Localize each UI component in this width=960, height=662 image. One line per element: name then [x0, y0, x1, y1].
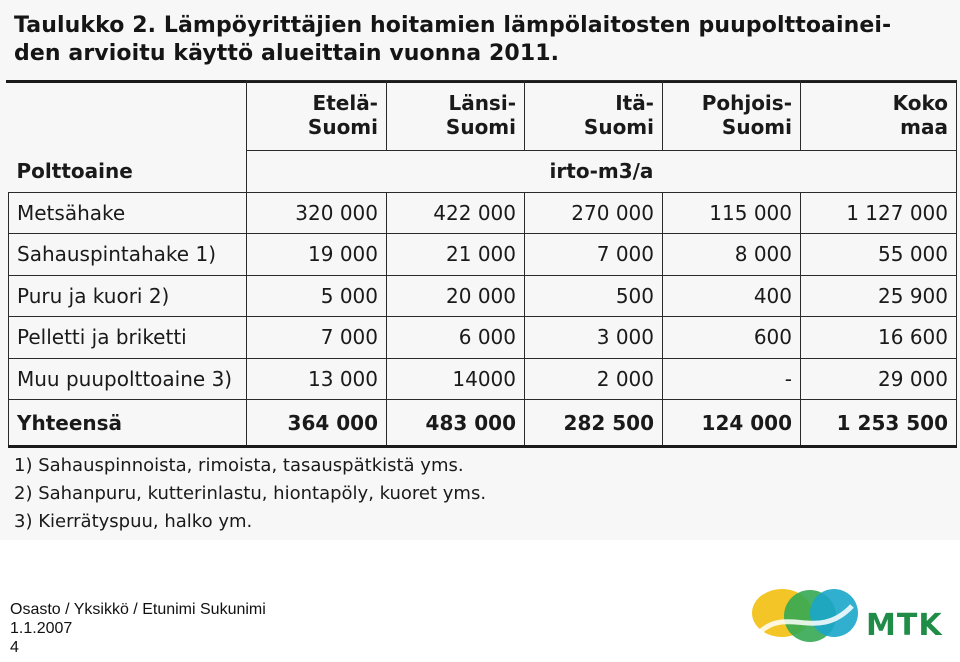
row-label: Pelletti ja briketti: [9, 317, 247, 359]
cell-value: 7 000: [525, 234, 663, 276]
cell-value: 8 000: [663, 234, 801, 276]
total-value: 124 000: [663, 400, 801, 447]
region-header-lansi: Länsi- Suomi: [387, 81, 525, 151]
fuel-column-header: Polttoaine: [9, 150, 247, 192]
total-row: [9, 400, 957, 447]
cell-value: 25 900: [801, 275, 957, 317]
cell-value: 2 000: [525, 358, 663, 400]
cell-value: 115 000: [663, 192, 801, 234]
table-title-line2: den arvioitu käyttö alueittain vuonna 2011.: [14, 41, 560, 66]
table-row: [9, 234, 957, 276]
unit-header: irto-m3/a: [247, 150, 957, 192]
row-label: Metsähake: [9, 192, 247, 234]
cell-value: 16 600: [801, 317, 957, 359]
footnote: 1) Sahauspinnoista, rimoista, tasauspätkistä yms.: [14, 455, 464, 476]
total-label: Yhteensä: [9, 400, 247, 447]
row-label: Sahauspintahake 1): [9, 234, 247, 276]
region-header-etela: Etelä- Suomi: [247, 81, 387, 151]
total-value: 282 500: [525, 400, 663, 447]
cell-value: 21 000: [387, 234, 525, 276]
cell-value: 1 127 000: [801, 192, 957, 234]
cell-value: 400: [663, 275, 801, 317]
cell-value: 6 000: [387, 317, 525, 359]
cell-value: 29 000: [801, 358, 957, 400]
region-header-ita: Itä- Suomi: [525, 81, 663, 151]
cell-value: 19 000: [247, 234, 387, 276]
cell-value: 20 000: [387, 275, 525, 317]
cell-value: 7 000: [247, 317, 387, 359]
total-value: 364 000: [247, 400, 387, 447]
cell-value: 55 000: [801, 234, 957, 276]
cell-value: 5 000: [247, 275, 387, 317]
cell-value: 600: [663, 317, 801, 359]
cell-value: 14000: [387, 358, 525, 400]
table-title-line1: Taulukko 2. Lämpöyrittäjien hoitamien lämpölaitosten puupolttoainei-: [14, 13, 892, 38]
header-blank-cell: [9, 81, 247, 151]
table-row: [9, 275, 957, 317]
cell-value: 13 000: [247, 358, 387, 400]
mtk-logo-text: MTK: [866, 608, 943, 643]
table-footnotes: [14, 452, 714, 536]
table-row: [9, 358, 957, 400]
cell-value: 320 000: [247, 192, 387, 234]
row-label: Puru ja kuori 2): [9, 275, 247, 317]
cell-value: 3 000: [525, 317, 663, 359]
unit-header-row: [9, 150, 957, 192]
cell-value: 500: [525, 275, 663, 317]
slide-footer: [10, 600, 266, 657]
region-header-row: [9, 81, 957, 151]
region-header-pohjois: Pohjois- Suomi: [663, 81, 801, 151]
page-number: 4: [10, 639, 19, 656]
total-value: 1 253 500: [801, 400, 957, 447]
table-row: [9, 317, 957, 359]
table-title: [14, 12, 946, 68]
cell-value: -: [663, 358, 801, 400]
cell-value: 422 000: [387, 192, 525, 234]
footnote: 2) Sahanpuru, kutterinlastu, hiontapöly, kuoret yms.: [14, 483, 487, 504]
cell-value: 270 000: [525, 192, 663, 234]
footer-author: Osasto / Yksikkö / Etunimi Sukunimi: [10, 601, 266, 618]
footnote: 3) Kierrätyspuu, halko ym.: [14, 511, 253, 532]
total-value: 483 000: [387, 400, 525, 447]
region-header-koko: Koko maa: [801, 81, 957, 151]
footer-date: 1.1.2007: [10, 620, 73, 637]
table-row: [9, 192, 957, 234]
row-label: Muu puupolttoaine 3): [9, 358, 247, 400]
fuel-usage-table: [8, 80, 957, 448]
